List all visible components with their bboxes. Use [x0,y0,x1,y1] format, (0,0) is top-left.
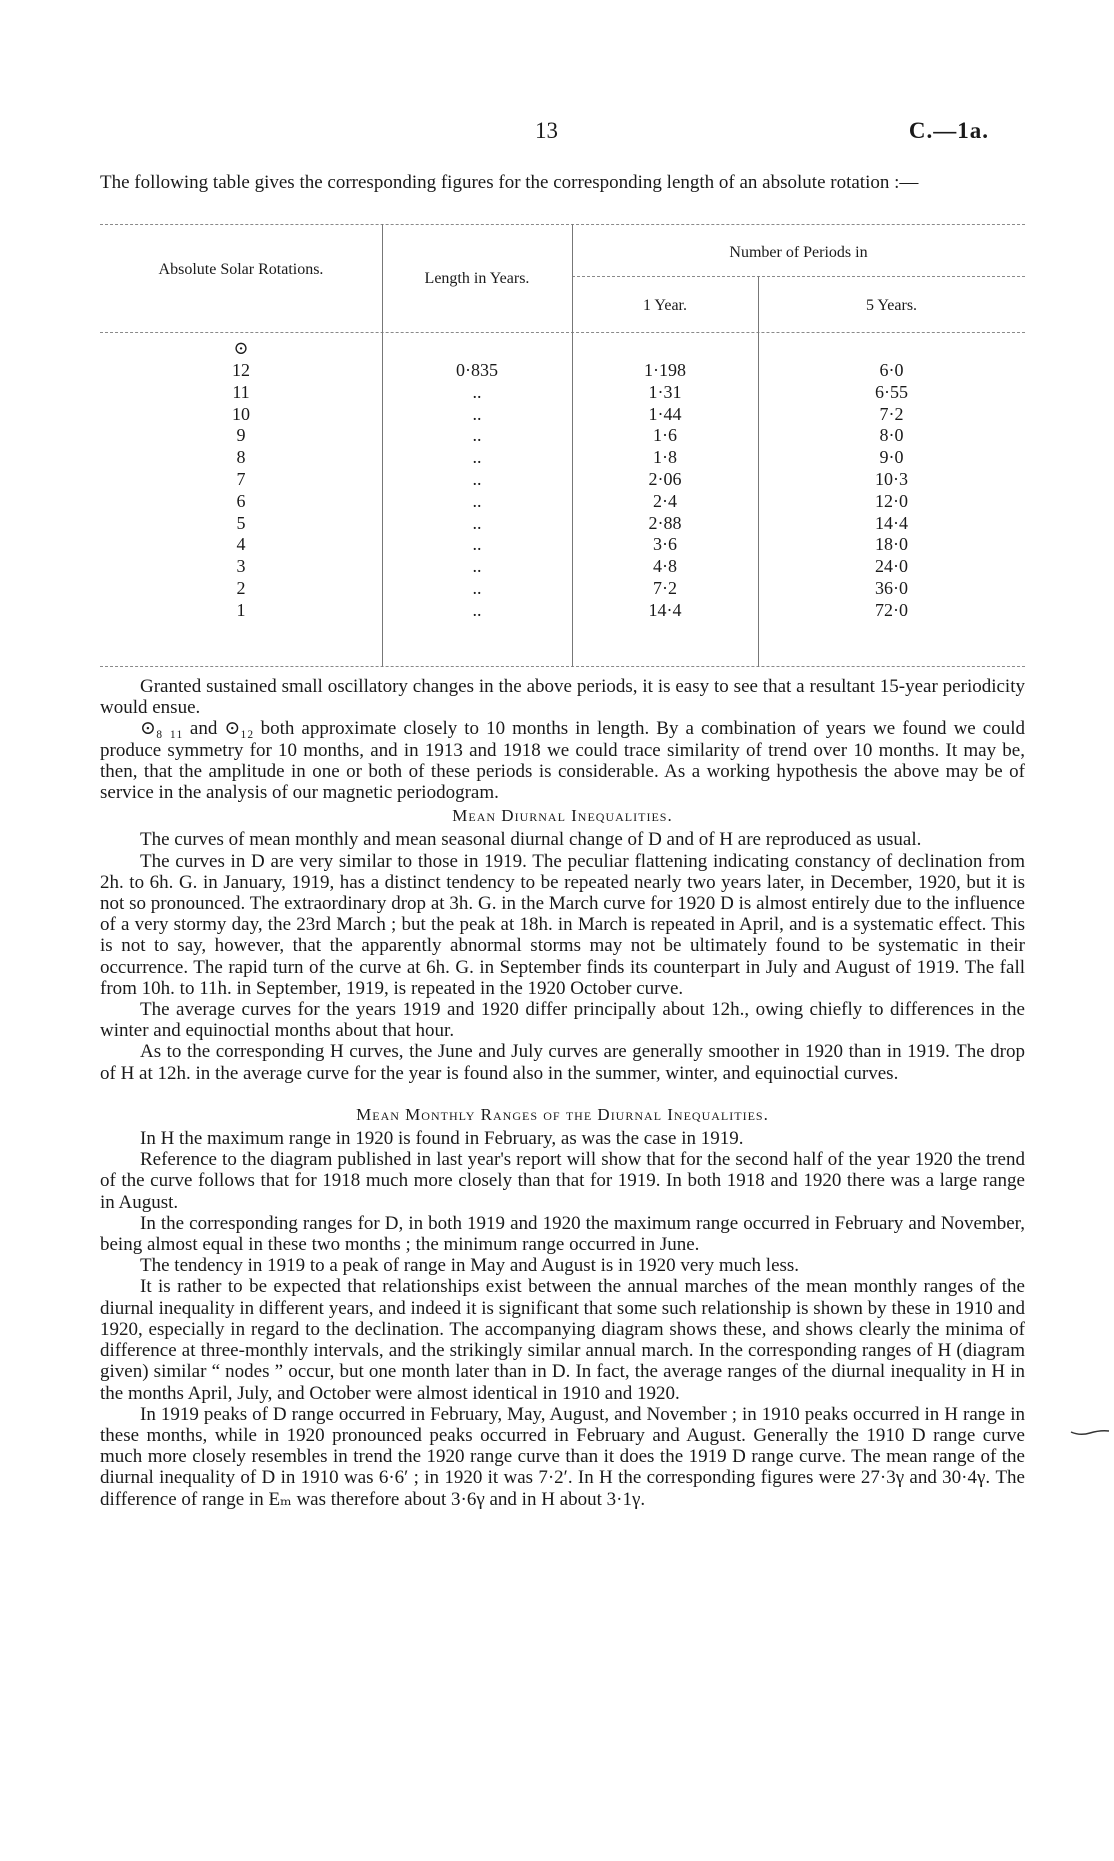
one-year-cell: 1·198 [644,360,686,380]
length-cell: .. [472,512,482,533]
one-year-cell: 4·8 [653,556,677,577]
one-year-cell: 7·2 [653,577,677,598]
section-heading: Mean Monthly Ranges of the Diurnal Inequalities. [356,1104,769,1124]
rotation-cell: 4 [236,534,246,555]
body-text [100,676,1025,1510]
length-column [382,360,572,622]
one-year-cell: 3·6 [653,534,677,555]
length-cell: .. [472,447,482,468]
length-cell: .. [472,381,482,402]
margin-tick-mark [1070,1426,1110,1438]
table-top-rule [100,224,1025,225]
one-year-cell: 1·31 [648,381,682,402]
sun-symbol: ⊙ [233,338,249,358]
length-cell: .. [472,425,482,446]
five-years-cell: 72·0 [875,599,908,620]
page-header [0,118,1114,148]
length-cell: .. [472,577,482,598]
one-year-column [572,360,758,622]
table-header-rule [100,332,1025,333]
paragraph: Reference to the diagram published in last year's report will show that for the second half of the year 1920 the trend of the curve follows that for 1918 much more closely than that for 1919. In both 1918 and 1920 there was a large range in August. [100,1149,1025,1213]
rotation-cell: 6 [236,490,246,511]
five-years-cell: 6·55 [875,381,908,402]
length-cell: 0·835 [456,360,498,380]
document-code: C.—1a. [908,118,989,143]
paragraph: As to the corresponding H curves, the June and July curves are generally smoother in 1920 than in 1919. The drop of H at 12h. in the average curve for the year is found also in the summer, winter, and equinoctial curves. [100,1041,1025,1084]
one-year-cell: 1·6 [653,425,677,446]
rotation-cell: 2 [236,577,246,598]
five-years-cell: 36·0 [875,577,908,598]
header-absolute-solar-rotations: Absolute Solar Rotations. [158,261,324,278]
rotation-cell: 1 [236,599,246,620]
five-years-cell: 24·0 [875,556,908,577]
paragraph: Granted sustained small oscillatory changes in the above periods, it is easy to see that a resultant 15-year periodicity would ensue. [100,676,1025,719]
intro-paragraph: The following table gives the corresponding figures for the corresponding length of an absolute rotation :— [100,172,919,193]
section-heading: Mean Diurnal Inequalities. [452,806,673,826]
five-years-cell: 10·3 [875,468,908,489]
paragraph: In 1919 peaks of D range occurred in February, May, August, and November ; in 1910 peaks occurred in H range in these months, while in 1920 pronounced peaks occurred in February and August. Generally the 1910 D range curve much more closely resembles in trend the 1920 range curve than it does the 1919 D range curve. The mean range of the diurnal inequality of D in 1910 was 6·6′ ; in 1920 it was 7·2′. In H the corresponding figures were 27·3γ and 30·4γ. The difference of range in Eₘ was therefore about 3·6γ and in H about 3·1γ. [100,1403,1025,1510]
length-cell: .. [472,556,482,577]
five-years-cell: 14·4 [875,512,908,533]
length-cell: .. [472,534,482,555]
five-years-cell: 18·0 [875,534,908,555]
one-year-cell: 2·06 [648,468,682,489]
one-year-cell: 2·88 [648,512,682,533]
length-cell: .. [472,403,482,424]
rotation-cell: 9 [236,425,246,446]
one-year-cell: 14·4 [648,599,682,620]
five-years-cell: 9·0 [879,447,904,468]
paragraph: The curves in D are very similar to those in 1919. The peculiar flattening indicating constancy of declination from 2h. to 6h. G. in January, 1919, has a distinct tendency to be repeated nearly two years later, in December, 1920, but it is not so pronounced. The extraordinary drop at 3h. G. in the March curve for 1920 D is almost entirely due to the influence of a very stormy day, the 23rd March ; but the peak at 18h. in March is repeated in April, and is a systematic effect. This is not to say, however, that the apparently abnormal storms may not be ultimately found to be systematic in their occurrence. The rapid turn of the curve at 6h. G. in September finds its counterpart in July and August of 1919. The fall from 10h. to 11h. in September, 1919, is repeated in the 1920 October curve. [100,850,1025,999]
paragraph: ⊙₈ ₁₁ and ⊙₁₂ both approximate closely to 10 months in length. By a combination of years we found we could produce symmetry for 10 months, and in 1913 and 1918 we could trace similarity of trend over 10 months. It may be, then, that the amplitude in one or both of these periods is considerable. As a working hypothesis the above may be of service in the analysis of our magnetic periodogram. [100,718,1025,804]
periods-subheader-rule [572,276,1025,277]
rotation-cell: 10 [232,403,250,424]
header-length-in-years: Length in Years. [424,270,530,287]
rotation-cell: 8 [236,447,246,468]
five-years-cell: 6·0 [879,360,904,380]
one-year-cell: 1·44 [648,403,682,424]
table-bottom-rule [100,666,1025,667]
rotation-cell: 12 [232,360,250,380]
five-years-cell: 7·2 [879,403,904,424]
rotations-column [100,360,382,622]
paragraph: In H the maximum range in 1920 is found in February, as was the case in 1919. [140,1128,744,1150]
rotation-cell: 5 [236,512,246,533]
rotation-cell: 3 [236,556,246,577]
five-years-column [758,360,1025,622]
paragraph: The tendency in 1919 to a peak of range in May and August is in 1920 very much less. [140,1255,800,1277]
paragraph: It is rather to be expected that relationships exist between the annual marches of the mean monthly ranges of the diurnal inequality in different years, and indeed it is significant that some such relationship is shown by these in 1910 and 1920, especially in regard to the declination. The accompanying diagram shows these, and shows clearly the minima of difference at three-monthly intervals, and the strikingly similar annual march. In the corresponding ranges of H (diagram given) similar “ nodes ” occur, but one month later than in D. In fact, the average ranges of the diurnal inequality in H in the months April, July, and October were almost identical in 1910 and 1920. [100,1276,1025,1404]
five-years-cell: 8·0 [879,425,904,446]
header-number-of-periods: Number of Periods in [729,244,868,261]
length-cell: .. [472,490,482,511]
header-five-years: 5 Years. [865,297,918,314]
five-years-cell: 12·0 [875,490,908,511]
paragraph: The average curves for the years 1919 and 1920 differ principally about 12h., owing chiefly to differences in the winter and equinoctial months about that hour. [100,999,1025,1042]
rotation-cell: 11 [232,381,250,402]
paragraph: The curves of mean monthly and mean seasonal diurnal change of D and of H are reproduced as usual. [140,829,922,851]
rotation-cell: 7 [236,468,246,489]
header-one-year: 1 Year. [642,297,687,314]
page-number: 13 [535,118,558,143]
one-year-cell: 1·8 [653,447,677,468]
paragraph: In the corresponding ranges for D, in both 1919 and 1920 the maximum range occurred in February and November, being almost equal in these two months ; the minimum range occurred in June. [100,1212,1025,1256]
solar-rotation-table [100,224,1025,667]
length-cell: .. [472,468,482,489]
length-cell: .. [472,599,482,620]
one-year-cell: 2·4 [653,490,677,511]
